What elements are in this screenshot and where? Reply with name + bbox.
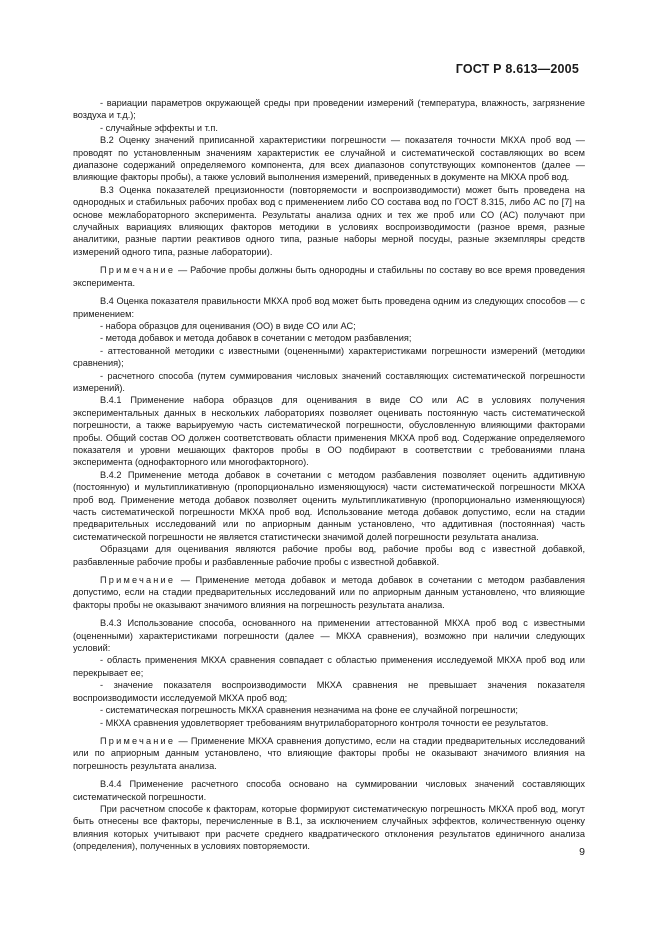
list-item: - расчетного способа (путем суммирования числовых значений составляющих систематической погрешности измерений). <box>73 370 585 393</box>
note-label: Примечание <box>100 575 176 586</box>
page-body <box>73 97 585 853</box>
section-b4-paragraph: В.4 Оценка показателя правильности МКХА проб вод может быть проведена одним из следующих способов — с применением: <box>73 296 585 319</box>
note-paragraph <box>73 735 585 772</box>
note-paragraph <box>73 264 585 289</box>
list-item: - набора образцов для оценивания (ОО) в виде СО или АС; <box>100 320 356 331</box>
document-code-header: ГОСТ Р 8.613—2005 <box>455 62 579 76</box>
note-label: Примечание <box>100 735 176 746</box>
list-item: - область применения МКХА сравнения совпадает с областью применения исследуемой МКХА проб вод или перекрывает ее; <box>73 655 585 678</box>
list-item: - систематическая погрешность МКХА сравнения незначима на фоне ее случайной погрешности; <box>100 705 518 716</box>
section-b43-paragraph: В.4.3 Использование способа, основанного на применении аттестованной МКХА проб вод с известными (оцененными) характеристиками погрешности (далее — МКХА сравнения), возможно при наличии следующих условий: <box>73 618 585 654</box>
section-b44-paragraph: В.4.4 Применение расчетного способа основано на суммировании числовых значений составляющих систематической погрешности. <box>73 779 585 802</box>
list-item: - аттестованной методики с известными (оцененными) характеристиками погрешности измерений (методики сравнения); <box>73 345 585 369</box>
page-number: 9 <box>579 846 585 858</box>
section-b42-paragraph: В.4.2 Применение метода добавок в сочетании с методом разбавления позволяет оценить аддитивную (постоянную) и мультипликативную (пропорционально изменяющуюся) части систематической погрешности МКХА проб вод. Применение метода добавок позволяет оценить мультипликативную (пропорционально изменяющуюся) часть систематической погрешности МКХА проб вод. Использование метода добавок допустимо, если на стадии предварительных исследований или по априорным данным установлено, что аддитивная (постоянная) часть систематической погрешности не является статистически значимой долей погрешности результата анализа. <box>73 469 585 542</box>
section-b41-paragraph: В.4.1 Применение набора образцов для оценивания в виде СО или АС в условиях получения экспериментальных данных в нескольких лабораториях позволяет оценивать постоянную часть систематической погрешности, а также варьируемую часть систематической погрешности, обусловленную влияющими факторами пробы. Общий состав ОО должен соответствовать области применения МКХА проб вод. Содержание определяемого показателя и уровни мешающих факторов пробы в ОО подбирают в соответствии с требованиями плана эксперимента (однофакторного или многофакторного). <box>73 395 585 468</box>
section-b2-paragraph: В.2 Оценку значений приписанной характеристики погрешности — показателя точности МКХА проб вод — проводят по установленным значениям характеристик ее случайной и систематической составляющих во всем диапазоне содержаний определяемого компонента, для всех диапазонов сопутствующих компонентов (далее — влияющие факторы пробы), а также условий выполнения измерений, приведенных в документе на МКХА проб вод. <box>73 135 585 183</box>
note-paragraph <box>73 574 585 611</box>
list-item: - случайные эффекты и т.п. <box>100 122 218 133</box>
section-b3-paragraph: В.3 Оценка показателей прецизионности (повторяемости и воспроизводимости) может быть проведена на однородных и стабильных рабочих пробах вод с применением либо СО состава вод по ГОСТ 8.315, либо АС по [7] на основе межлабораторного эксперимента. Результаты анализа одних и тех же проб или СО (АС) получают при случайных вариациях влияющих факторов методики в условиях воспроизводимости (разное время, разные аналитики, разные партии реактивов одного типа, разные наборы мерной посуды, разные экземпляры средств измерений одного типа, разные лаборатории). <box>73 184 585 257</box>
list-item: - вариации параметров окружающей среды при проведении измерений (температура, влажность, загрязнение воздуха и т.д.); <box>73 98 585 121</box>
paragraph: При расчетном способе к факторам, которые формируют систематическую погрешность МКХА проб вод, могут быть отнесены все факторы, перечисленные в В.1, за исключением случайных эффектов, количественную оценку влияния которых учитывают при расчете среднего квадратического отклонения результатов единичного анализа (определения), полученных в условиях повторяемости. <box>73 803 585 852</box>
note-text: — Применение метода добавок и метода добавок в сочетании с методом разбавления допустимо, если на стадии предварительных исследований или по априорным данным установлено, что влияющие факторы пробы не оказывают значимого влияния на погрешность результата анализа. <box>73 575 585 610</box>
note-text: — Рабочие пробы должны быть однородны и стабильны по составу во все время проведения эксперимента. <box>73 265 585 288</box>
list-item: - МКХА сравнения удовлетворяет требованиям внутрилабораторного контроля точности ее результатов. <box>100 717 549 728</box>
list-item: - метода добавок и метода добавок в сочетании с методом разбавления; <box>100 333 412 344</box>
note-label: Примечание <box>100 265 176 276</box>
paragraph: Образцами для оценивания являются рабочие пробы вод, рабочие пробы вод с известной добавкой, разбавленные рабочие пробы и разбавленные рабочие пробы с известной добавкой. <box>73 544 585 567</box>
list-item: - значение показателя воспроизводимости МКХА сравнения не превышает значения показателя воспроизводимости исследуемой МКХА проб вод; <box>73 680 585 703</box>
note-text: — Применение МКХА сравнения допустимо, если на стадии предварительных исследований или по априорным данным установлено, что влияющие факторы пробы не оказывают значимого влияния на погрешность результата анализа. <box>73 735 585 771</box>
